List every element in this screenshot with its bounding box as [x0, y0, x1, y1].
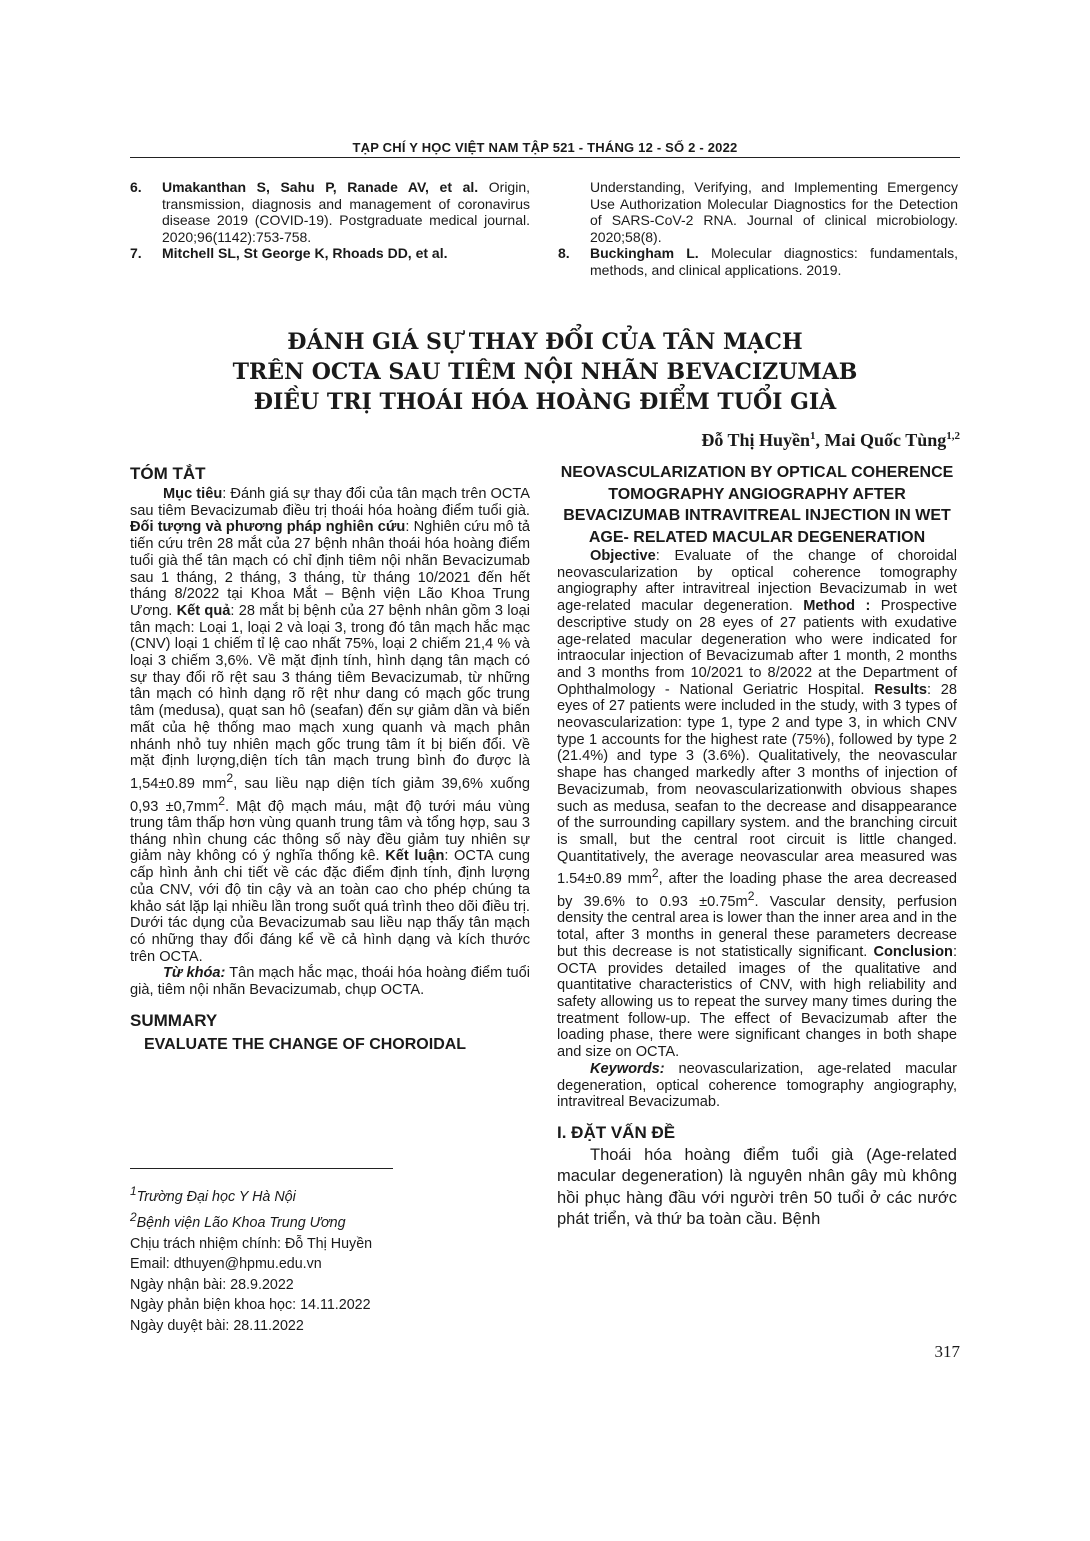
reference-body: [590, 245, 958, 278]
objective-text: : Đánh giá sự thay đổi của tân mạch trên OCTA sau tiêm Bevacizumab điều trị thoái hóa hoàng điểm tuổi già.: [130, 486, 530, 519]
author-line: [701, 430, 960, 451]
page-number: 317: [934, 1342, 960, 1361]
superscript: 2: [218, 793, 226, 808]
reference-item: [130, 245, 530, 262]
reference-body: [162, 245, 530, 262]
results-text: , sau liều nạp diện tích giảm 39,6% xuống 0,93 ±0,7mm: [130, 775, 530, 815]
conclusion-text: : OCTA cung cấp hình ảnh chi tiết về các đặc điểm định tính, định lượng của CNV, với độ tin cậy và an toàn cao cho phép chúng ta khảo sát lặp lại nhiều lần trong suốt quá trình theo dõi điều trị. Dưới tác dụng của Bevacizumab sau liều nạp thấy tân mạch có những thay đổi đáng kể về cả hình dạng và kích thước trên OCTA.: [130, 848, 530, 965]
keywords-text: Tân mạch hắc mạc, thoái hóa hoàng điểm tuổi già, tiêm nội nhãn Bevacizumab, chụp OCTA.: [130, 965, 530, 999]
results-text: : 28 eyes of 27 patients were included in the study, with 3 types of neovascularization: type 1, type 2 and type 3, in which CNV type 1 accounts for the highest rate (75%), followed by type 2 (21.4%) and type 3 (3.6%). Qualitatively, the neovascular shape has changed markedly after 3 months of injection of Bevacizumab, from neovascularizationwith obvious shapes such as medusa, seafan to the decrease and disappearance of the surrounding capillary system. and the branching circuit is small, but the central root circuit is little changed. Quantitatively, the average neovascular area measured was 1.54±0.89 mm: [557, 681, 957, 888]
results-text: . Vascular density, perfusion density the central area is lower than the inner area and in the total, after 3 months in general these parameters decrease but this decrease is not statistically significant.: [557, 893, 958, 960]
methods-text: : Nghiên cứu mô tả tiến cứu trên 28 mắt của 27 bệnh nhân thoái hóa hoàng điểm tuổi già thể tân mạch có chỉ định tiêm nội nhãn Bevacizumab sau 1 tháng, 2 tháng, 3 tháng, từ tháng 10/2021 đến hết tháng 8/2022 tại Khoa Mắt – Bệnh viện Lão Khoa Trung Ương.: [130, 519, 530, 619]
english-title: NEOVASCULARIZATION BY OPTICAL COHERENCE TOMOGRAPHY ANGIOGRAPHY AFTER BEVACIZUMAB INTRAVITREAL INJECTION IN WET AGE- RELATED MACULAR DEGENERATION: [560, 464, 954, 546]
footnote-rule: [130, 1168, 393, 1169]
label-objective: Objective: [590, 548, 656, 564]
summary-heading: SUMMARY: [130, 1010, 218, 1030]
reference-authors: Umakanthan S, Sahu P, Ranade AV, et al.: [162, 179, 479, 195]
right-column: [557, 462, 957, 1231]
email: Email: dthuyen@hpmu.edu.vn: [130, 1256, 322, 1273]
summary-paragraph: [557, 548, 957, 1061]
superscript: 2: [747, 888, 755, 903]
label-results: Kết quả: [176, 602, 231, 619]
footnote-mark: 1: [130, 1184, 137, 1198]
label-conclusion: Kết luận: [385, 848, 445, 865]
reference-body: [590, 179, 958, 245]
keywords-label: Keywords:: [590, 1060, 665, 1077]
affiliation-mark: 1,2: [946, 430, 960, 442]
reference-text: Origin, transmission, diagnosis and management of coronavirus disease 2019 (COVID-19). Postgraduate medical journal. 2020;96(1142):753-758.: [162, 179, 530, 245]
conclusion-text: : OCTA provides detailed images of the qualitative and quantitative characteristics of CNV, with high reliability and safety allowing us to repeat the survey many times during the treatment follow-up. The effect of Bevacizumab after the loading phase, there were significant changes in both shape and size on OCTA.: [557, 943, 957, 1061]
reference-authors: Buckingham L.: [590, 245, 699, 261]
reference-column-right: [558, 179, 958, 278]
affiliation-1: [130, 1181, 530, 1207]
title-line: ĐÁNH GIÁ SỰ THAY ĐỔI CỦA TÂN MẠCH: [287, 329, 803, 355]
accepted-date: Ngày duyệt bài: 28.11.2022: [130, 1317, 304, 1334]
objective-text: : Evaluate of the change of choroidal neovascularization by optical coherence tomography angiography after intravitreal injection Bevacizumab in wet age-related macular degeneration.: [557, 548, 957, 615]
left-column: [130, 462, 530, 1054]
title-line: ĐIỀU TRỊ THOÁI HÓA HOÀNG ĐIỂM TUỔI GIÀ: [253, 389, 837, 415]
results-text: . Mật độ mạch máu, mật độ tưới máu vùng trung tâm thấp hơn vùng quanh trung tâm và tổng hợp, sau 3 tháng nhìn chung các thông số này đều giảm tuy nhiên sự giảm này không có ý nghĩa thống kê.: [130, 798, 530, 865]
received-date: Ngày nhận bài: 28.9.2022: [130, 1276, 294, 1293]
results-text: , after the loading phase the area decreased by 39.6% to 0.93 ±0.75m: [557, 871, 957, 910]
article-title: [130, 327, 960, 417]
affiliation-2: [130, 1207, 530, 1233]
keywords-paragraph: [130, 965, 530, 998]
abstract-paragraph: [130, 486, 530, 965]
author-name: Đỗ Thị Huyền: [701, 430, 811, 450]
affiliation-mark: 1: [810, 430, 816, 442]
header-rule: [130, 157, 960, 158]
superscript: 2: [651, 866, 659, 881]
method-text: Prospective descriptive study on 28 eyes of 27 patients with exudative age-related macular degeneration who were indicated for intraocular injection of Bevacizumab after 1 month, 2 months and 3 months from 10/2021 to 8/2022 at the Department of Ophthalmology - National Geriatric Hospital.: [557, 598, 957, 698]
footnotes: [130, 1181, 530, 1336]
reference-authors: Mitchell SL, St George K, Rhoads DD, et al.: [162, 245, 448, 261]
reference-text: Understanding, Verifying, and Implementing Emergency Use Authorization Molecular Diagnostics for the Detection of SARS-CoV-2 RNA. Journal of clinical microbiology. 2020;58(8).: [590, 179, 958, 245]
label-conclusion: Conclusion: [873, 943, 953, 960]
author-separator: ,: [815, 430, 825, 450]
title-line: TRÊN OCTA SAU TIÊM NỘI NHÃN BEVACIZUMAB: [232, 359, 858, 385]
summary-title-start: EVALUATE THE CHANGE OF CHOROIDAL: [144, 1035, 467, 1053]
label-methods: Đối tượng và phương pháp nghiên cứu: [130, 519, 406, 536]
reviewed-date: Ngày phản biện khoa học: 14.11.2022: [130, 1297, 371, 1314]
superscript: 2: [226, 770, 234, 785]
footnote-mark: 2: [130, 1210, 137, 1225]
reference-number: 7.: [130, 245, 142, 261]
keywords-paragraph: [557, 1061, 957, 1111]
reference-number: 8.: [558, 245, 570, 261]
keywords-label: Từ khóa:: [163, 965, 226, 982]
reference-text: Molecular diagnostics: fundamentals, methods, and clinical applications. 2019.: [590, 245, 958, 278]
intro-heading: I. ĐẶT VẤN ĐỀ: [557, 1122, 676, 1142]
keywords-text: neovascularization, age-related macular degeneration, optical coherence tomography angiography, intravitreal Bevacizumab.: [557, 1060, 957, 1111]
reference-item: [558, 245, 958, 278]
reference-item: [558, 179, 958, 245]
abstract-heading: TÓM TẮT: [130, 464, 206, 483]
reference-body: [162, 179, 530, 245]
running-head: TẠP CHÍ Y HỌC VIỆT NAM TẬP 521 - THÁNG 12 - SỐ 2 - 2022: [352, 140, 738, 155]
intro-paragraph: Thoái hóa hoàng điểm tuổi già (Age-related macular degeneration) là nguyên nhân gây mù không hồi phục hàng đầu với người trên 50 tuổi ở các nước phát triển, và thứ ba toàn cầu. Bệnh: [557, 1145, 957, 1229]
author-name: Mai Quốc Tùng: [824, 430, 947, 450]
label-method: Method :: [803, 598, 871, 615]
reference-number: 6.: [130, 179, 142, 195]
responsible-author: Chịu trách nhiệm chính: Đỗ Thị Huyền: [130, 1235, 373, 1252]
affiliation-text: Bệnh viện Lão Khoa Trung Ương: [136, 1215, 346, 1232]
reference-column-left: [130, 179, 530, 262]
label-results: Results: [874, 681, 927, 698]
reference-item: [130, 179, 530, 245]
results-text: : 28 mắt bị bệnh của 27 bệnh nhân gồm 3 loại tân mạch: Loại 1, loại 2 và loại 3, trong đó tân mạch hắc mạc (CNV) loại 1 chiếm tỉ lệ cao nhất 75%, loại 2 chiếm 21,4 % và loại 3 chiếm 3,6%. Về mặt định tính, hình dạng tân mạch có sự thay đổi rõ rệt sau 3 tháng tiêm Bevacizumab, từ những tân mạch có hình dạng rõ rệt như dang có mạch gốc trung tâm (medusa), quạt san hô (seafan) đến sự giảm dần và biến mất của hệ thống mao mạch xung quanh và mạch phân nhánh nhỏ tuy nhiên mạch gốc trung tâm ít bị biến đổi. Về mặt định lượng,diện tích tân mạch trung bình đo được là 1,54±0.89 mm: [130, 602, 530, 792]
label-objective: Mục tiêu: [163, 486, 223, 502]
affiliation-text: Trường Đại học Y Hà Nội: [136, 1188, 296, 1205]
reference-number: [558, 179, 590, 245]
